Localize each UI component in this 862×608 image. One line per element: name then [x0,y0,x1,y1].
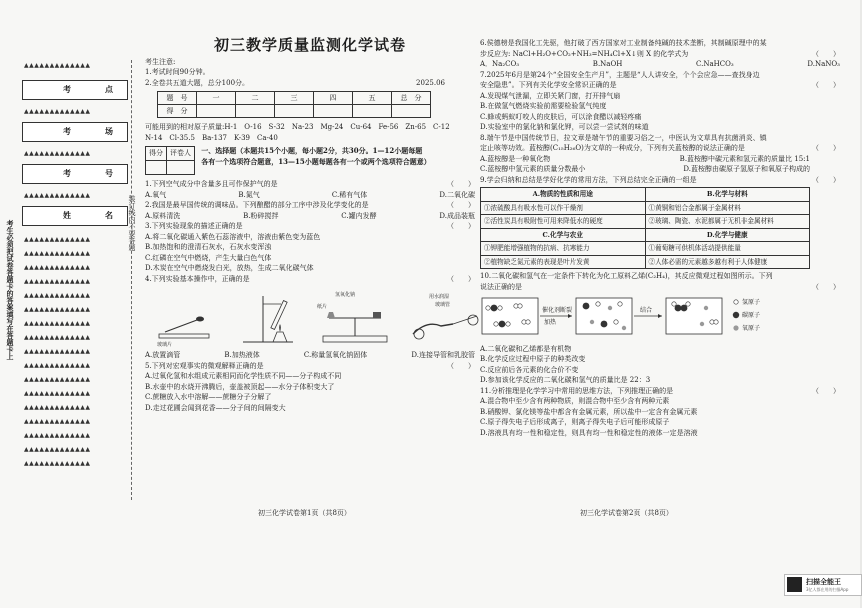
grid-row [481,242,810,256]
section-1-header [145,146,475,175]
option: B.在做氢气燃烧实验前需要检验氢气纯度 [480,102,607,110]
notice-2: 2.全卷共五道大题，总分100分。 [145,78,250,87]
question-8 [480,143,840,154]
grid-header: C.化学与农业 [481,228,646,242]
option: D.NaNO₃ [807,60,840,68]
exam-site-label: 考 点 [63,84,119,94]
tube-connect-figure [407,290,487,348]
grid-cell: ①黄铜和铝合金都属于金属材料 [645,201,810,215]
option: A.发现煤气泄漏，立即关紧门窗，打开排气扇 [480,91,621,100]
notice-heading: 考生注意: [145,57,176,66]
option: D.二氧化碳 [439,190,475,199]
question-9-options-grid [480,187,810,269]
answer-paren: （ ） [447,222,475,230]
exam-date: 2025.06 [416,78,445,87]
glass-plate-label: 玻璃片 [157,342,173,348]
decorative-triangles: ▲▲▲▲▲▲▲▲▲▲▲▲▲ [24,418,91,425]
exam-room-label: 考 场 [63,126,119,136]
grid-row [481,228,810,242]
question-9-stem: 9.学会归纳和总结是学好化学的常用方法，下列总结完全正确的一组是 [480,175,697,184]
question-4-options [145,350,475,361]
exam-title: 初三教学质量监测化学试卷 [213,36,406,54]
score-cell: 一 [197,92,236,105]
hydrogen-legend: 氢原子 [742,299,761,306]
question-5-stem: 5.下列对宏观事实的微观解释正确的是 [145,361,264,370]
score-cell [275,105,314,118]
score-cell: 四 [314,92,353,105]
question-1-stem: 1.下列空气成分中含量多且可作保护气的是 [145,180,278,188]
option: D.连接导管和乳胶管 [411,351,475,359]
reaction-diagram [480,292,810,340]
question-4-stem: 4.下列实验基本操作中，正确的是 [145,274,250,283]
grid-cell: ①钾肥能增强植物的抗病、抗寒能力 [481,242,646,256]
grid-row [481,188,810,202]
option: B.NaOH [592,60,623,68]
decorative-triangles: ▲▲▲▲▲▲▲▲▲▲▲▲▲ [24,334,91,341]
score-cell: 总 分 [392,92,431,105]
option: D.参加该化学反应的二氧化碳和氢气的质量比是 22：3 [480,376,651,384]
decorative-triangles: ▲▲▲▲▲▲▲▲▲▲▲▲▲ [24,460,91,467]
wet-label: 用水润湿 [429,294,450,300]
paper-label: 纸片 [317,304,328,310]
score-label: 得分 [146,147,167,161]
score-cell [392,105,431,118]
option: D.走过花圃会闻到花香——分子间的间隔变大 [145,403,286,412]
score-cell [236,105,275,118]
decorative-triangles: ▲▲▲▲▲▲▲▲▲▲▲▲▲ [24,404,91,411]
page-1-footer: 初三化学试卷第1页（共8页） [258,509,351,517]
option: C.称量氢氧化钠固体 [303,351,368,359]
section-1-title-a: 一、选择题（本题共15个小题，每小题2分，共30分。1—12小题每题 [201,146,423,155]
decorative-triangles: ▲▲▲▲▲▲▲▲▲▲▲▲▲ [24,278,91,285]
question-7-stem-a: 7.2025年6月是第24个“全国安全生产月”，主题是“人人讲安全，个个会应急——查找身边 [480,70,760,79]
question-10 [480,282,840,293]
combine-label: 结合 [640,307,653,314]
question-9 [480,175,840,186]
decorative-triangles: ▲▲▲▲▲▲▲▲▲▲▲▲▲ [24,390,91,397]
grid-header: B.化学与材料 [645,188,810,202]
question-8-stem-a: 8.端午节是中国传统节日，拉文章是端午节的重要习俗之一，中医认为文草具有抗菌消炎、镇 [480,133,767,142]
question-10-stem-b: 说法正确的是 [480,282,522,291]
answer-paren: （ ） [812,386,840,395]
question-6-stem-a: 6.侯德榜是我国化工先驱，他打破了西方国家对工业制备纯碱的技术垄断，其制碱原理中的某 [480,39,767,47]
decorative-triangles: ▲▲▲▲▲▲▲▲▲▲▲▲▲ [24,320,91,327]
exam-room-field [22,122,128,142]
grader-label: 评卷人 [167,147,195,161]
option: C.原子得失电子后形成离子，则离子得失电子后可能形成原子 [480,418,670,426]
hydrogen-legend-icon [734,300,738,304]
decorative-triangles: ▲▲▲▲▲▲▲▲▲▲▲▲▲ [24,236,91,243]
score-cell [353,105,392,118]
grid-row [481,255,810,269]
option: C.蓝桉醇中氢元素的质量分数最小 [480,165,586,173]
grader-table [145,146,195,175]
catalyst-label: 催化剂 [542,307,561,314]
score-table [157,91,431,118]
question-2-options [145,211,475,222]
option: C.红磷在空气中燃烧，产生大量白色气体 [145,253,272,262]
question-4-figures [151,290,475,348]
score-cell: 题 号 [158,92,197,105]
option: B.加热液体 [224,351,260,359]
question-6-options [480,59,840,70]
question-7-stem-b: 安全隐患”。下列有关化学安全常识正确的是 [480,81,617,89]
scanner-title: 扫描全能王 [806,578,841,586]
option: C.罐内发酵 [341,211,377,220]
heating-figure [233,290,303,348]
question-8-options-ab [480,154,840,165]
carbon-legend-icon [733,312,739,318]
answer-paren: （ ） [447,201,475,209]
scanner-subtitle: 3亿人都在用的扫描App [806,587,849,592]
option: A.蓝桉醇是一种氧化物 [480,154,551,163]
question-1-options [145,190,475,201]
grid-cell: ②玻璃、陶瓷、水泥都属于无机非金属材料 [645,215,810,229]
glass-tube-label: 玻璃管 [435,302,451,308]
grid-cell: ①浓硫酸具有吸水性可以作干燥剂 [481,201,646,215]
option: C.反应前后各元素的化合价不变 [480,365,579,374]
decorative-triangles: ▲▲▲▲▲▲▲▲▲▲▲▲▲ [24,446,91,453]
score-blank [146,161,167,175]
naoh-label: 氢氧化钠 [335,292,356,298]
question-2 [145,200,475,211]
oxygen-legend: 氧原子 [742,325,761,332]
answer-paren: （ ） [812,175,840,184]
decorative-triangles: ▲▲▲▲▲▲▲▲▲▲▲▲▲ [24,250,91,257]
exam-site-field [22,80,128,100]
score-cell: 得 分 [158,105,197,118]
decorative-triangles: ▲▲▲▲▲▲▲▲▲▲▲▲▲ [24,306,91,313]
binding-notice: 考生必须把试卷答题卡的答案填写在答题卡上 [6,220,14,360]
oxygen-legend-icon [733,325,738,330]
question-11 [480,386,840,397]
option: A.放置滴管 [145,351,181,359]
grid-cell: ①葡萄糖可供机体活动提供能量 [645,242,810,256]
option: C.稀有气体 [331,190,368,199]
option: B.蓝桉醇中碳元素和氢元素的质量比 15:1 [679,154,810,163]
answer-paren: （ ） [812,49,840,58]
atomic-masses-2: N-14 Cl-35.5 Ba-137 K-39 Ca-40 [145,133,278,142]
grid-header: A.物质的性质和用途 [481,188,646,202]
score-cell [314,105,353,118]
reactant-box [482,298,538,334]
decorative-triangles: ▲▲▲▲▲▲▲▲▲▲▲▲▲ [24,108,91,115]
question-1 [145,179,475,190]
question-4 [145,274,475,285]
answer-paren: （ ） [447,361,475,370]
decorative-triangles: ▲▲▲▲▲▲▲▲▲▲▲▲▲ [24,150,91,157]
qr-icon [787,577,802,592]
answer-paren: （ ） [447,180,475,188]
name-label: 姓 名 [63,210,119,220]
page-2-column [480,38,840,438]
grid-header: D.化学与健康 [645,228,810,242]
score-table-header-row [158,92,431,105]
score-cell [197,105,236,118]
dropper-figure [151,290,221,348]
grid-row [481,201,810,215]
score-cell: 二 [236,92,275,105]
grid-cell: ②活性炭具有吸附性可用来降低水的硬度 [481,215,646,229]
carbon-legend: 碳原子 [742,312,761,319]
answer-paren: （ ） [812,81,840,89]
option: A．Na₂CO₃ [480,60,520,68]
binding-strip [0,50,135,520]
option: B.硝酸钾、氯化镁等盐中都含有金属元素，所以盐中一定含有金属元素 [480,407,698,416]
decorative-triangles: ▲▲▲▲▲▲▲▲▲▲▲▲▲ [24,264,91,271]
section-1-title-b: 各有一个选项符合题意，13—15小题每题各有一个或两个选项符合题意） [201,156,431,166]
binding-cut-text: 装订线内不要答题 [128,195,136,251]
heating-label: 加热 [544,319,557,326]
option: A.将二氧化碳通入紫色石蕊溶液中，溶液由紫色变为蓝色 [145,232,321,241]
name-field [22,206,128,226]
exam-number-field [22,164,128,184]
question-7 [480,80,840,91]
scanner-watermark [784,574,862,596]
balance-figure [315,290,395,348]
decorative-triangles: ▲▲▲▲▲▲▲▲▲▲▲▲▲ [24,348,91,355]
question-3 [145,221,475,232]
score-cell: 五 [353,92,392,105]
decorative-triangles: ▲▲▲▲▲▲▲▲▲▲▲▲▲ [24,432,91,439]
option: B.粉碎搅拌 [243,211,279,220]
question-8-options-cd [480,164,840,175]
page-2-footer: 初三化学试卷第2页（共8页） [580,509,673,517]
question-10-stem-a: 10.二氧化碳和氢气在一定条件下转化为化工原料乙烯(C₂H₄)，其反应微观过程如图所示。下列 [480,272,773,280]
option: A.原料清洗 [145,211,181,220]
option: D.蓝桉醇由碳原子氢原子和氧原子构成的 [683,165,810,173]
decorative-triangles: ▲▲▲▲▲▲▲▲▲▲▲▲▲ [24,376,91,383]
question-11-stem: 11.分析推理是化学学习中常用的思维方法，下列推理正确的是 [480,386,674,395]
question-6-stem-b: 步反应为: NaCl+H₂O+CO₂+NH₃=NH₄Cl+X↓则 X 的化学式为 [480,49,689,58]
option: C.蔗糖放入水中溶解——蔗糖分子分解了 [145,393,272,401]
grid-cell: ②植物缺乏氮元素的表现是叶片发黄 [481,255,646,269]
answer-paren: （ ） [447,274,475,283]
notice-2-row [145,78,475,89]
option: D.实验室中的氯化钠和氯化钾，可以尝一尝试剂的味道 [480,123,649,131]
option: D.成品装瓶 [439,211,475,220]
page-1-column [145,36,475,413]
decorative-triangles: ▲▲▲▲▲▲▲▲▲▲▲▲▲ [24,62,91,69]
option: B.化学反应过程中原子的种类改变 [480,355,586,363]
decorative-triangles: ▲▲▲▲▲▲▲▲▲▲▲▲▲ [24,362,91,369]
option: D.溶液具有均一性和稳定性，则具有均一性和稳定性的液体一定是溶液 [480,428,698,437]
option: A.氧气 [145,190,167,199]
decorative-triangles: ▲▲▲▲▲▲▲▲▲▲▲▲▲ [24,292,91,299]
question-5 [145,361,475,372]
question-6 [480,49,840,60]
answer-paren: （ ） [812,144,840,152]
option: A.混合物中至少含有两种物质，则混合物中至少含有两种元素 [480,397,670,405]
notice-1: 1.考试时间90分钟。 [145,68,210,76]
decorative-triangles: ▲▲▲▲▲▲▲▲▲▲▲▲▲ [24,192,91,199]
question-3-stem: 3.下列实验现象的描述正确的是 [145,222,243,230]
option: B.水壶中的水烧开沸腾后，壶盖被顶起——水分子体积变大了 [145,382,335,391]
break-label: 断裂 [560,307,573,314]
question-2-stem: 2.我国是最早国传统的调味品。下列酿醋的部分工序中涉及化学变化的是 [145,201,369,209]
grid-cell: ②人体必需的元素越多越有利于人体健康 [645,255,810,269]
answer-paren: （ ） [812,282,840,291]
option: B.氮气 [238,190,260,199]
option: B.加热饱和的澄清石灰水，石灰水变浑浊 [145,243,272,251]
score-cell: 三 [275,92,314,105]
option: C.NaHCO₃ [696,60,734,68]
option: D.木炭在空气中燃烧发白光，放热，生成二氧化碳气体 [145,264,314,272]
option: C.蜂或蚂蚁叮咬人的皮肤后，可以涂食醋以减轻疼痛 [480,112,642,121]
question-8-stem-b: 定止咳等功效。蓝桉醇(C₁₅H₂₆O)为文草的一种成分，下列有关蓝桉醇的说法正确的是 [480,144,745,152]
option: A.二氧化碳和乙烯都是有机物 [480,344,572,353]
exam-number-label: 考 号 [63,168,119,178]
score-table-score-row [158,105,431,118]
atomic-masses-1: 可能用到的相对原子质量:H-1 O-16 S-32 Na-23 Mg-24 Cu-64 Fe-56 Zn-65 C-12 [145,123,450,131]
grader-blank [167,161,195,175]
binding-dashed-line [131,60,132,500]
grid-row [481,215,810,229]
option: A.过氧化氢和水组成元素相同而化学性质不同——分子构成不同 [145,372,342,380]
